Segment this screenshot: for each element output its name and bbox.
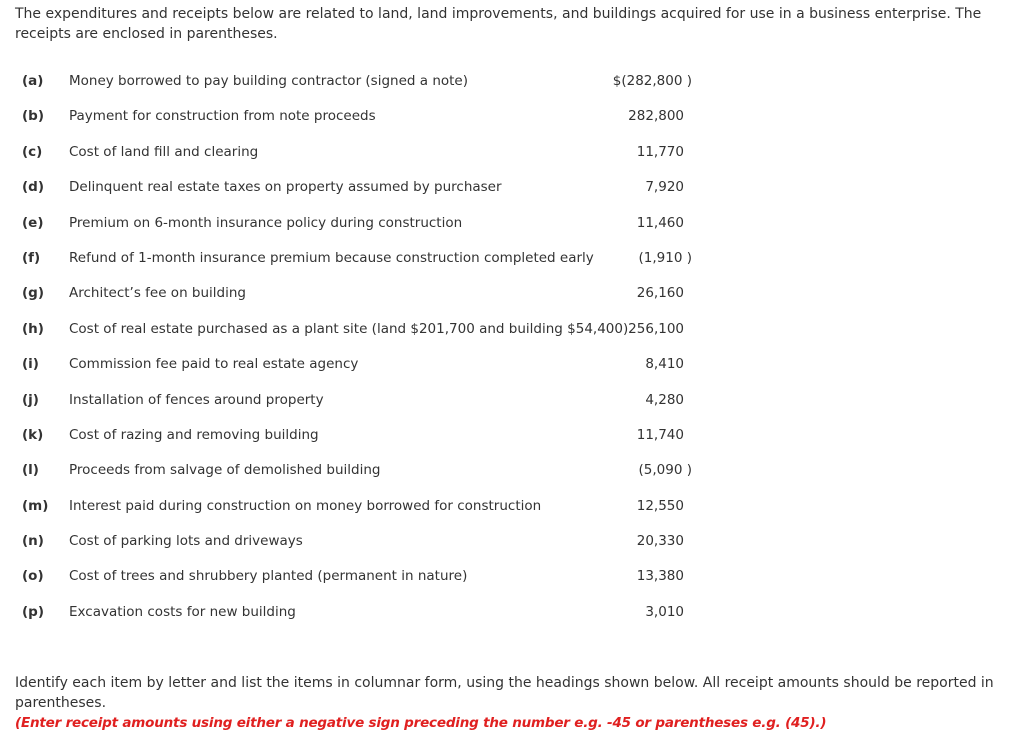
item-description: Excavation costs for new building (69, 603, 296, 620)
entry-note: (Enter receipt amounts using either a negative sign preceding the number e.g. -45 or parentheses e.g. (45).) (15, 715, 827, 731)
list-item (0, 206, 1024, 241)
item-letter: (c) (22, 143, 43, 160)
item-description: Cost of trees and shrubbery planted (permanent in nature) (69, 568, 468, 585)
item-amount: 11,770 (636, 143, 684, 160)
item-letter: (b) (22, 108, 45, 125)
item-amount: 20,330 (636, 533, 684, 550)
item-letter: (a) (22, 73, 44, 89)
item-amount: 4,280 (645, 391, 684, 408)
item-letter: (e) (22, 214, 44, 231)
item-amount: (5,090 ) (638, 462, 692, 479)
item-letter: (h) (22, 320, 44, 337)
item-amount: $(282,800 ) (612, 73, 692, 89)
list-item (0, 418, 1024, 453)
list-item (0, 524, 1024, 559)
item-letter: (l) (22, 462, 39, 479)
item-letter: (n) (22, 533, 44, 550)
item-amount: 7,920 (645, 179, 684, 196)
item-description: Interest paid during construction on money borrowed for construction (69, 497, 542, 514)
instruction-text: Identify each item by letter and list the items in columnar form, using the headings shown below. All receipt amounts should be reported in parentheses. (15, 675, 994, 711)
list-item (0, 276, 1024, 311)
intro-paragraph: The expenditures and receipts below are related to land, land improvements, and buildings acquired for use in a business enterprise. The receipts are enclosed in parentheses. (15, 6, 982, 42)
list-item (0, 383, 1024, 418)
item-letter: (i) (22, 356, 39, 373)
item-amount: (1,910 ) (638, 249, 692, 266)
list-item (0, 241, 1024, 276)
item-description: Proceeds from salvage of demolished building (69, 462, 381, 479)
item-description: Refund of 1-month insurance premium because construction completed early (69, 249, 594, 266)
list-item (0, 347, 1024, 382)
list-item (0, 489, 1024, 524)
item-amount: 12,550 (636, 497, 684, 514)
item-amount: 3,010 (645, 603, 684, 620)
list-item (0, 170, 1024, 205)
instructions (15, 673, 1005, 733)
item-description: Cost of parking lots and driveways (69, 533, 303, 550)
item-description: Installation of fences around property (69, 391, 324, 408)
item-amount: 13,380 (636, 568, 684, 585)
item-description: Architect’s fee on building (69, 285, 246, 302)
list-item (0, 312, 1024, 347)
item-amount: 256,100 (628, 320, 684, 337)
item-description: Payment for construction from note proceeds (69, 108, 376, 125)
item-letter: (g) (22, 285, 45, 302)
item-letter: (m) (22, 497, 49, 514)
item-amount: 26,160 (636, 285, 684, 302)
item-letter: (d) (22, 179, 45, 196)
item-description: Cost of real estate purchased as a plant site (land $201,700 and building $54,400) (69, 320, 629, 337)
item-amount: 282,800 (628, 108, 684, 125)
items-list (0, 64, 1024, 630)
item-description: Delinquent real estate taxes on property assumed by purchaser (69, 179, 502, 196)
item-amount: 8,410 (645, 356, 684, 373)
list-item (0, 595, 1024, 630)
item-description: Cost of land fill and clearing (69, 143, 259, 160)
item-description: Commission fee paid to real estate agency (69, 356, 359, 373)
item-description: Cost of razing and removing building (69, 426, 319, 443)
item-letter: (o) (22, 568, 44, 585)
item-amount: 11,740 (636, 426, 684, 443)
list-item (0, 559, 1024, 594)
item-description: Money borrowed to pay building contractor (signed a note) (69, 73, 469, 89)
list-item (0, 135, 1024, 170)
item-description: Premium on 6-month insurance policy during construction (69, 214, 463, 231)
item-amount: 11,460 (636, 214, 684, 231)
list-item (0, 64, 1024, 99)
list-item (0, 99, 1024, 134)
list-item (0, 453, 1024, 488)
item-letter: (p) (22, 603, 45, 620)
item-letter: (f) (22, 249, 41, 266)
item-letter: (k) (22, 426, 44, 443)
item-letter: (j) (22, 391, 39, 408)
